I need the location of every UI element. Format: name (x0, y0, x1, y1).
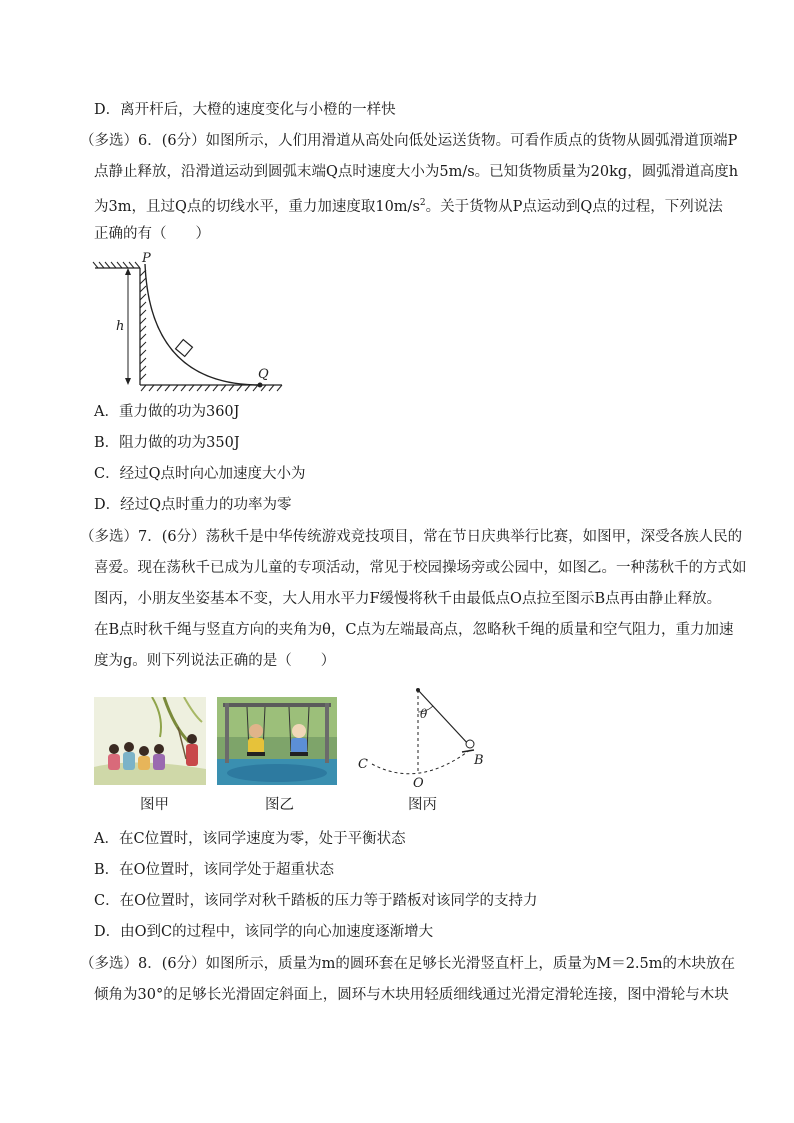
label-o: O (413, 776, 424, 789)
q6-option-c: C．经过Q点时向心加速度大小为 (94, 466, 306, 482)
label-q: Q (258, 367, 269, 382)
caption-jia: 图甲 (140, 797, 169, 813)
label-c: C (358, 757, 368, 772)
figure-bing-diagram (352, 684, 492, 789)
slide-diagram (90, 250, 290, 395)
label-b: B (474, 753, 484, 768)
q7-stem-line-2: 喜爱。现在荡秋千已成为儿童的专项活动，常见于校园操场旁或公园中，如图乙。一种荡秋千的方式如 (94, 560, 747, 576)
q7-option-a: A．在C位置时，该同学速度为零，处于平衡状态 (94, 831, 406, 847)
caption-bing: 图丙 (408, 797, 437, 813)
q6-option-a: A．重力做的功为360J (94, 404, 240, 420)
q7-stem-line-3: 图丙，小朋友坐姿基本不变，大人用水平力F缓慢将秋千由最低点O点拉至图示B点再由静止释放。 (94, 591, 722, 607)
caption-yi: 图乙 (265, 797, 294, 813)
figure-yi-image (217, 697, 337, 785)
q6-stem-line-4: 正确的有（ ） (94, 226, 210, 242)
q7-option-d: D．由O到C的过程中，该同学的向心加速度逐渐增大 (94, 924, 434, 940)
q5-option-d: D．离开杆后，大橙的速度变化与小橙的一样快 (94, 102, 396, 118)
label-h: h (116, 319, 125, 334)
q6-stem-line-3: 为3m，且过Q点的切线水平，重力加速度取$10m/s^2$。关于货物从P点运动到Q点的过程，下列说法 (94, 198, 723, 215)
label-p: P (142, 251, 151, 266)
q8-stem-line-2: 倾角为30°的足够长光滑固定斜面上，圆环与木块用轻质细线通过光滑定滑轮连接，图中滑轮与木块 (94, 987, 729, 1003)
q6-option-b: B．阻力做的功为350J (94, 435, 240, 451)
label-theta: θ (420, 707, 428, 721)
q7-stem-line-1: （多选）7．(6分）荡秋千是中华传统游戏竞技项目，常在节日庆典举行比赛，如图甲，深受各族人民的 (80, 529, 743, 545)
q7-stem-line-5: 度为g。则下列说法正确的是（ ） (94, 653, 336, 669)
q6-stem-line-1: （多选）6．(6分）如图所示，人们用滑道从高处向低处运送货物。可看作质点的货物从圆弧滑道顶端P (80, 133, 738, 149)
q6-option-d: D．经过Q点时重力的功率为零 (94, 497, 292, 513)
figure-jia-image (94, 697, 206, 785)
cargo-box (176, 340, 193, 357)
q8-stem-line-1: （多选）8．(6分）如图所示，质量为m的圆环套在足够长光滑竖直杆上，质量为M＝2.5m的木块放在 (80, 956, 736, 972)
q7-option-b: B．在O位置时，该同学处于超重状态 (94, 862, 335, 878)
q7-option-c: C．在O位置时，该同学对秋千踏板的压力等于踏板对该同学的支持力 (94, 893, 538, 909)
q7-stem-line-4: 在B点时秋千绳与竖直方向的夹角为θ，C点为左端最高点，忽略秋千绳的质量和空气阻力，重力加速 (94, 622, 734, 638)
q6-stem-line-2: 点静止释放，沿滑道运动到圆弧末端Q点时速度大小为5m/s。已知货物质量为20kg，圆弧滑道高度h (94, 164, 739, 180)
slide-arc (145, 264, 260, 385)
